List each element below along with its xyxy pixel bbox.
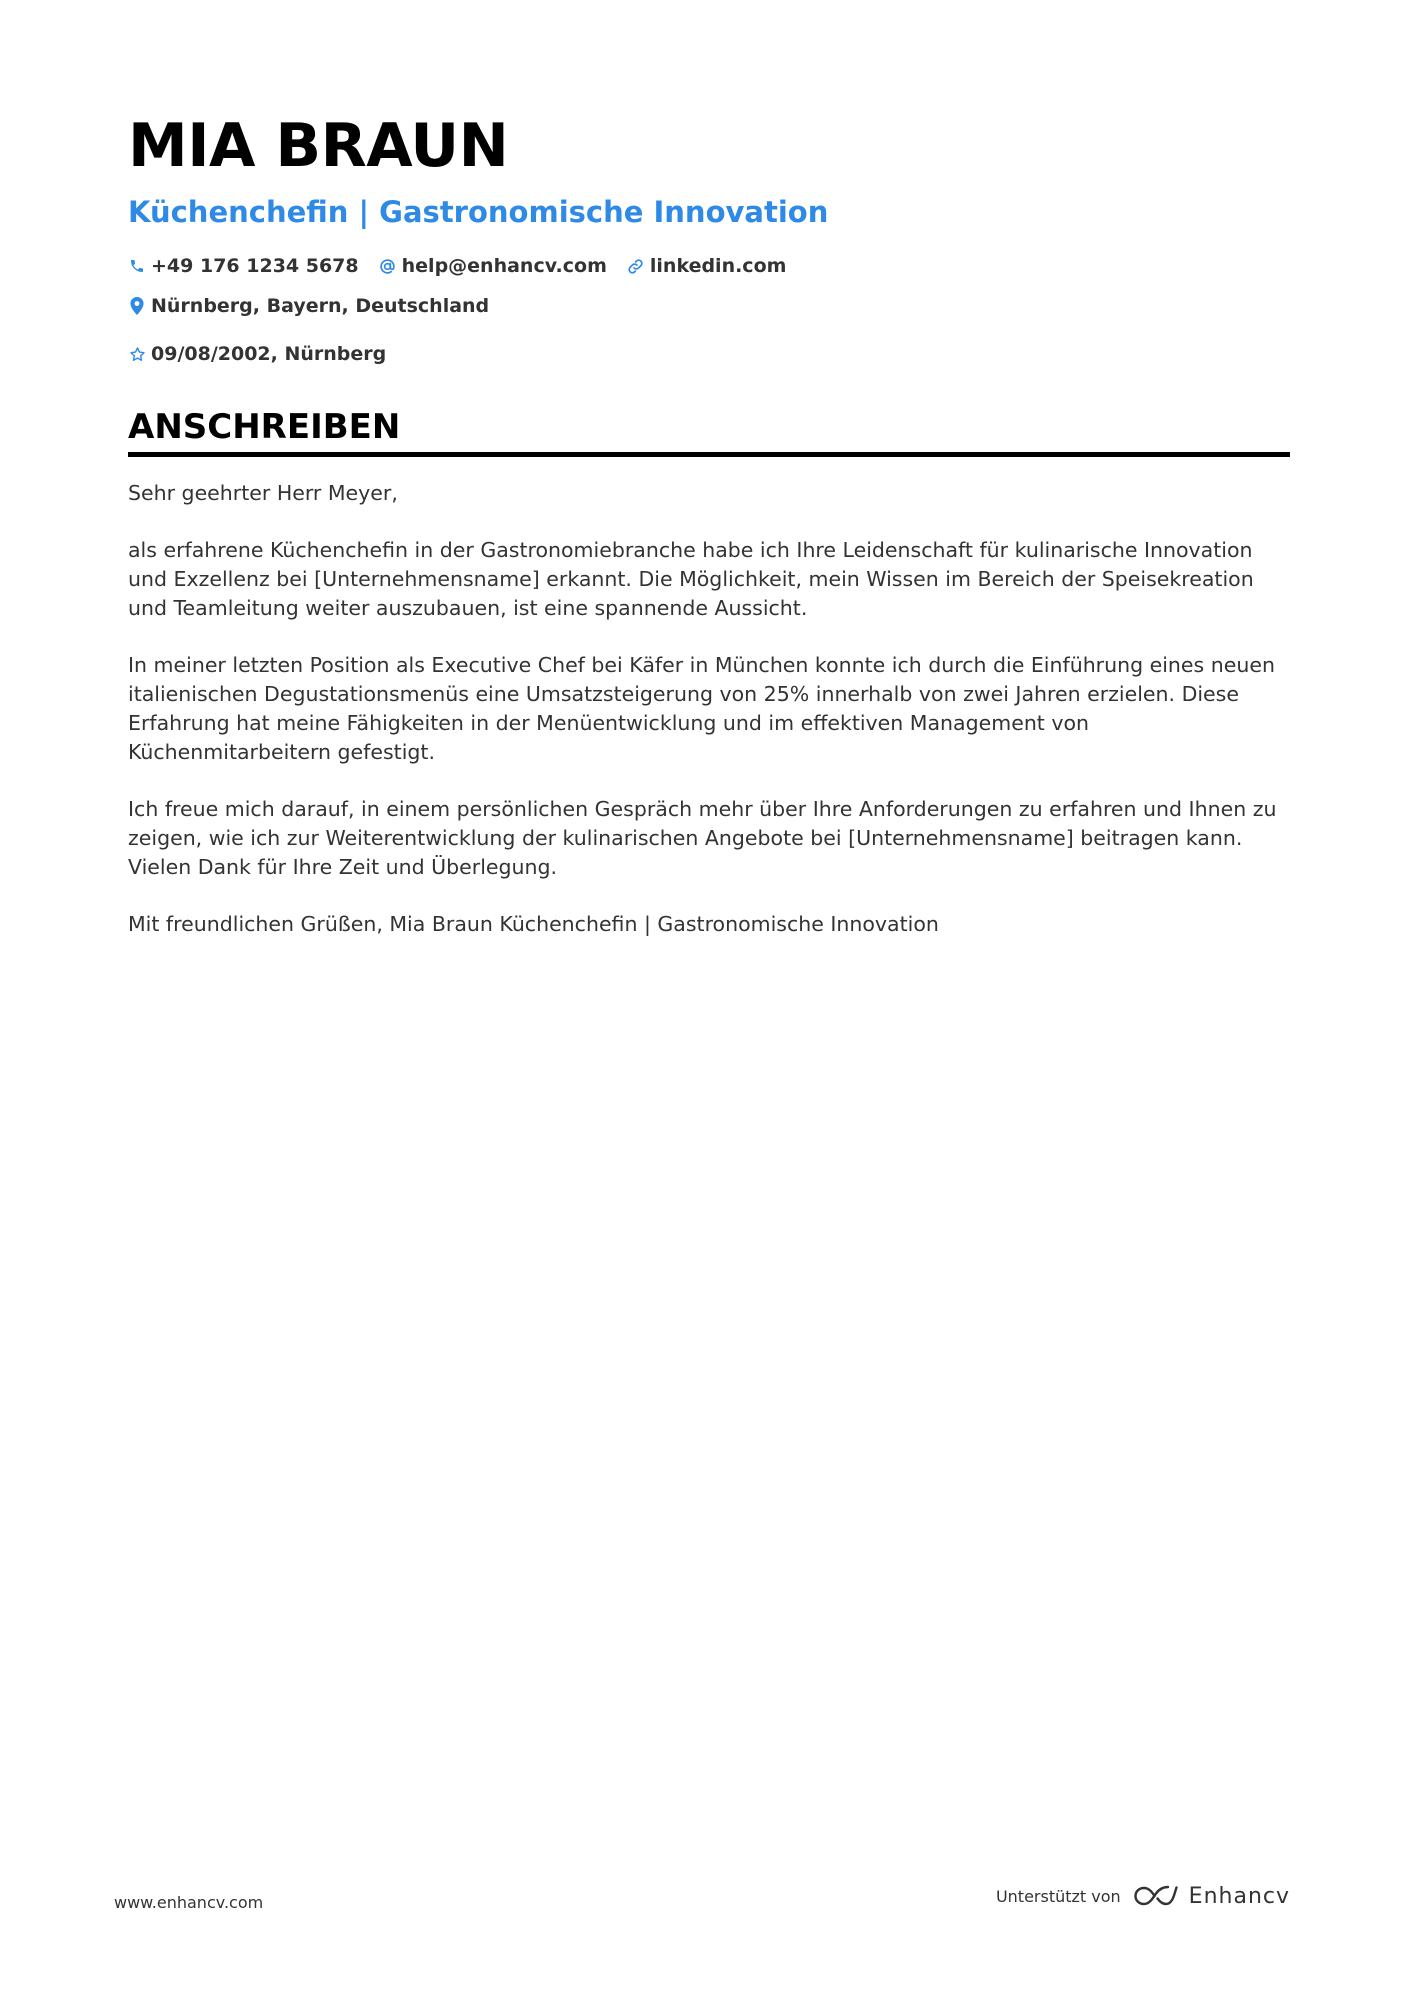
powered-by-text: Unterstützt von bbox=[995, 1886, 1121, 1906]
contact-email[interactable] bbox=[379, 250, 607, 282]
letter-paragraph-2: In meiner letzten Position als Executive Chef bei Käfer in München konnte ich durch die Einführung eines neuen italienischen Degustationsmenüs eine Umsatzsteigerung von 25% innerhalb von zwei Jahren erzielen. Diese Erfahrung hat meine Fähigkeiten in der Menüentwicklung und im effektiven Management von Küchenmitarbeitern gefestigt. bbox=[128, 653, 1275, 764]
phone-icon bbox=[128, 257, 146, 275]
enhancv-logo[interactable] bbox=[1133, 1883, 1290, 1909]
linkedin-text[interactable]: linkedin.com bbox=[649, 255, 787, 277]
map-pin-icon bbox=[128, 297, 146, 315]
brand-name: Enhancv bbox=[1188, 1883, 1290, 1909]
at-icon bbox=[379, 257, 397, 275]
contact-location bbox=[128, 290, 489, 322]
cover-letter-section bbox=[128, 405, 1290, 967]
contact-birth bbox=[128, 338, 386, 370]
location-text: Nürnberg, Bayern, Deutschland bbox=[151, 295, 490, 317]
footer-website[interactable]: www.enhancv.com bbox=[114, 1893, 264, 1912]
contact-linkedin[interactable] bbox=[627, 250, 787, 282]
link-icon bbox=[627, 257, 645, 275]
birth-text: 09/08/2002, Nürnberg bbox=[151, 343, 387, 365]
star-icon bbox=[128, 345, 146, 363]
email-text[interactable]: help@enhancv.com bbox=[401, 255, 607, 277]
candidate-headline: Küchenchefin | Gastronomische Innovation bbox=[128, 195, 829, 229]
contact-info bbox=[128, 250, 1128, 370]
header bbox=[128, 108, 1290, 370]
infinity-logo-icon bbox=[1133, 1883, 1179, 1909]
closing: Mit freundlichen Grüßen, Mia Braun Küchenchefin | Gastronomische Innovation bbox=[128, 912, 939, 936]
section-title: ANSCHREIBEN bbox=[128, 405, 1290, 457]
candidate-name: MIA BRAUN bbox=[128, 111, 509, 181]
contact-phone bbox=[128, 250, 359, 282]
letter-paragraph-1: als erfahrene Küchenchefin in der Gastronomiebranche habe ich Ihre Leidenschaft für kulinarische Innovation und Exzellenz bei [Unternehmensname] erkannt. Die Möglichkeit, mein Wissen im Bereich der Speisekreation und Teamleitung weiter auszubauen, ist eine spannende Aussicht. bbox=[128, 538, 1254, 620]
footer-branding bbox=[996, 1878, 1290, 1914]
letter-paragraph-3: Ich freue mich darauf, in einem persönlichen Gespräch mehr über Ihre Anforderungen zu erfahren und Ihnen zu zeigen, wie ich zur Weiterentwicklung der kulinarischen Angebote bei [Unternehmensname] beitragen kann. Vielen Dank für Ihre Zeit und Überlegung. bbox=[128, 797, 1277, 879]
letter-body bbox=[128, 479, 1290, 939]
salutation: Sehr geehrter Herr Meyer, bbox=[128, 481, 398, 505]
phone-text: +49 176 1234 5678 bbox=[151, 255, 359, 277]
